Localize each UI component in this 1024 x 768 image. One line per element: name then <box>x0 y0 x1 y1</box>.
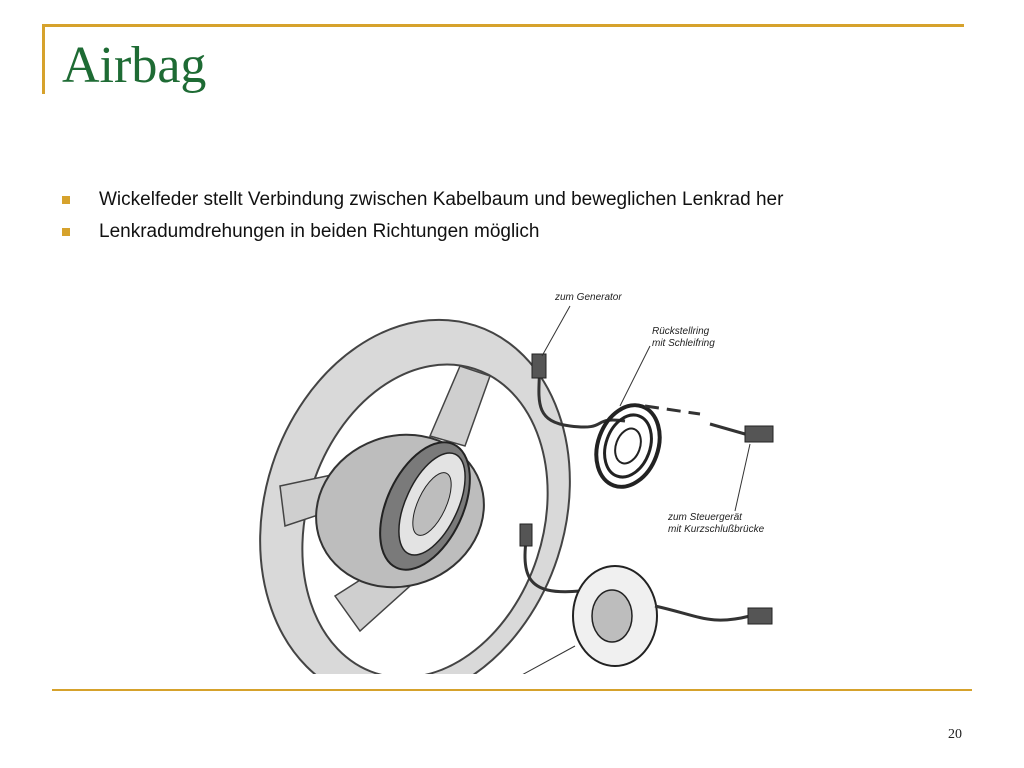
label-controller: zum Steuergerät <box>668 512 742 523</box>
left-frame-line <box>42 24 45 94</box>
connector-bottom <box>520 524 532 546</box>
bullet-item <box>62 184 783 216</box>
page-number: 20 <box>948 727 962 742</box>
connector-top <box>532 354 546 378</box>
label-return-ring: Rückstellring <box>652 326 710 337</box>
label-generator: zum Generator <box>555 292 622 303</box>
connector-right <box>745 426 773 442</box>
airbag-illustration <box>240 286 804 674</box>
bullet-square-icon <box>62 228 70 236</box>
bullet-item <box>62 216 783 248</box>
slide-title: Airbag <box>62 37 207 94</box>
connector-lower-right <box>748 608 772 624</box>
bullet-list <box>62 184 783 248</box>
bullet-square-icon <box>62 196 70 204</box>
label-short-circuit-bridge: mit Kurzschlußbrücke <box>668 524 765 535</box>
bullet-text: Wickelfeder stellt Verbindung zwischen Kabelbaum und beweglichen Lenkrad her <box>99 189 784 210</box>
label-slip-ring: mit Schleifring <box>652 338 715 349</box>
top-frame-line <box>42 24 964 27</box>
footer-line <box>52 689 972 691</box>
steering-wheel <box>240 286 618 674</box>
bullet-text: Lenkradumdrehungen in beiden Richtungen möglich <box>99 221 540 242</box>
steering-wheel-diagram <box>240 286 804 674</box>
